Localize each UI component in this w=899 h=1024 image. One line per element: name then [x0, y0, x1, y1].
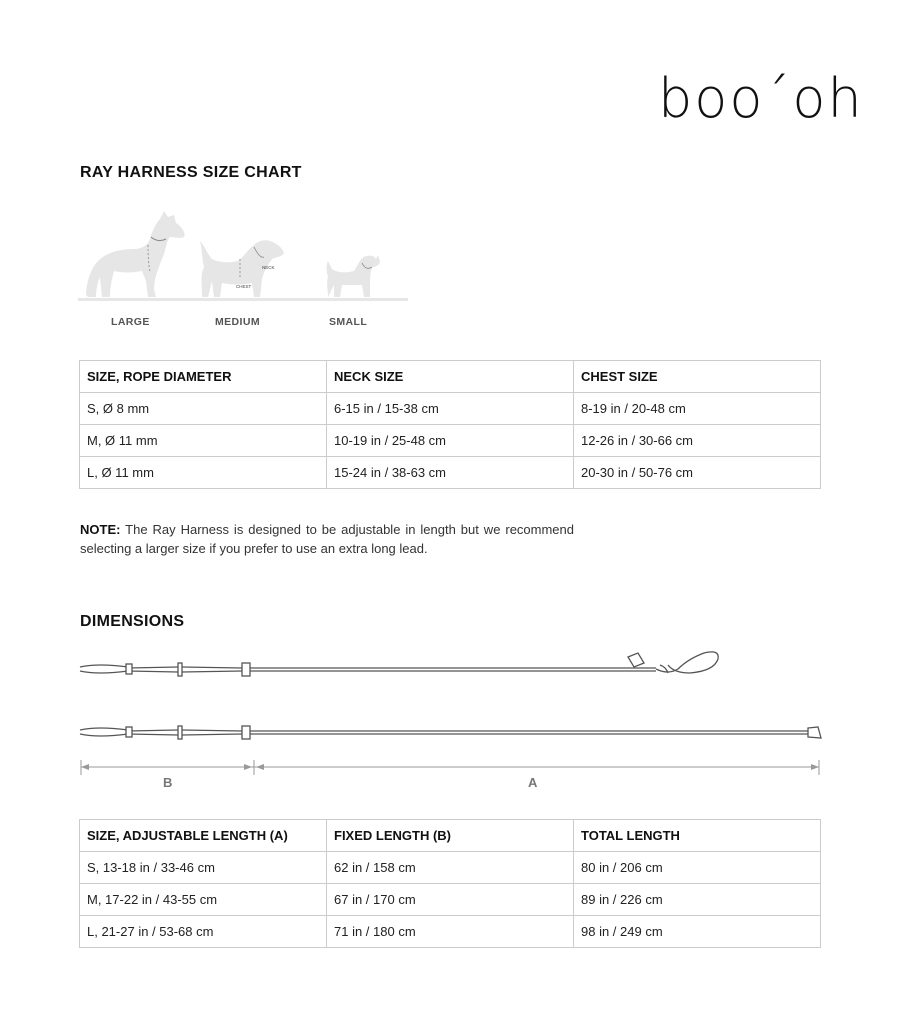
table-row: [80, 457, 821, 489]
table-header-row: [80, 820, 821, 852]
table-cell: 62 in / 158 cm: [327, 852, 574, 884]
table-cell: L, Ø 11 mm: [80, 457, 327, 489]
note-text: The Ray Harness is designed to be adjustable in length but we recommend selecting a larger size if you prefer to use an extra long lead.: [80, 522, 574, 556]
dog-label-medium: MEDIUM: [215, 316, 260, 328]
table-cell: S, 13-18 in / 33-46 cm: [80, 852, 327, 884]
brand-logo: boo´oh: [658, 67, 864, 130]
table-cell: M, 17-22 in / 43-55 cm: [80, 884, 327, 916]
table-cell: S, Ø 8 mm: [80, 393, 327, 425]
lead-straight: [80, 726, 821, 739]
table-header-cell: NECK SIZE: [327, 361, 574, 393]
dog-label-large: LARGE: [111, 316, 150, 328]
table-cell: 71 in / 180 cm: [327, 916, 574, 948]
table-row: [80, 916, 821, 948]
table-row: [80, 884, 821, 916]
table-cell: 10-19 in / 25-48 cm: [327, 425, 574, 457]
table-cell: 6-15 in / 15-38 cm: [327, 393, 574, 425]
table-header-cell: CHEST SIZE: [574, 361, 821, 393]
size-chart-table: [79, 360, 821, 489]
lead-dimension-diagram: [78, 645, 823, 795]
table-header-cell: SIZE, ROPE DIAMETER: [80, 361, 327, 393]
table-row: [80, 393, 821, 425]
table-cell: L, 21-27 in / 53-68 cm: [80, 916, 327, 948]
size-note: [80, 520, 574, 558]
table-cell: 67 in / 170 cm: [327, 884, 574, 916]
dimension-label-a: A: [528, 775, 538, 790]
neck-diagram-label: NECK: [262, 265, 275, 270]
dog-label-small: SMALL: [329, 316, 368, 328]
table-header-cell: FIXED LENGTH (B): [327, 820, 574, 852]
chest-diagram-label: CHEST: [236, 284, 252, 289]
table-cell: 98 in / 249 cm: [574, 916, 821, 948]
table-row: [80, 852, 821, 884]
dimensions-table: [79, 819, 821, 948]
note-label: NOTE:: [80, 522, 121, 537]
table-header-cell: TOTAL LENGTH: [574, 820, 821, 852]
large-dog-silhouette: [86, 211, 185, 297]
dimension-label-b: B: [163, 775, 173, 790]
size-chart-title: RAY HARNESS SIZE CHART: [80, 164, 302, 181]
table-cell: 80 in / 206 cm: [574, 852, 821, 884]
small-dog-silhouette: [327, 255, 381, 297]
table-cell: 8-19 in / 20-48 cm: [574, 393, 821, 425]
table-cell: 89 in / 226 cm: [574, 884, 821, 916]
dog-size-illustration: [78, 205, 410, 305]
table-cell: 12-26 in / 30-66 cm: [574, 425, 821, 457]
table-cell: M, Ø 11 mm: [80, 425, 327, 457]
dimension-arrows: [81, 760, 819, 775]
table-header-cell: SIZE, ADJUSTABLE LENGTH (A): [80, 820, 327, 852]
lead-with-loop-handle: [80, 652, 718, 676]
table-header-row: [80, 361, 821, 393]
dimensions-title: DIMENSIONS: [80, 613, 185, 630]
table-row: [80, 425, 821, 457]
table-cell: 15-24 in / 38-63 cm: [327, 457, 574, 489]
table-cell: 20-30 in / 50-76 cm: [574, 457, 821, 489]
